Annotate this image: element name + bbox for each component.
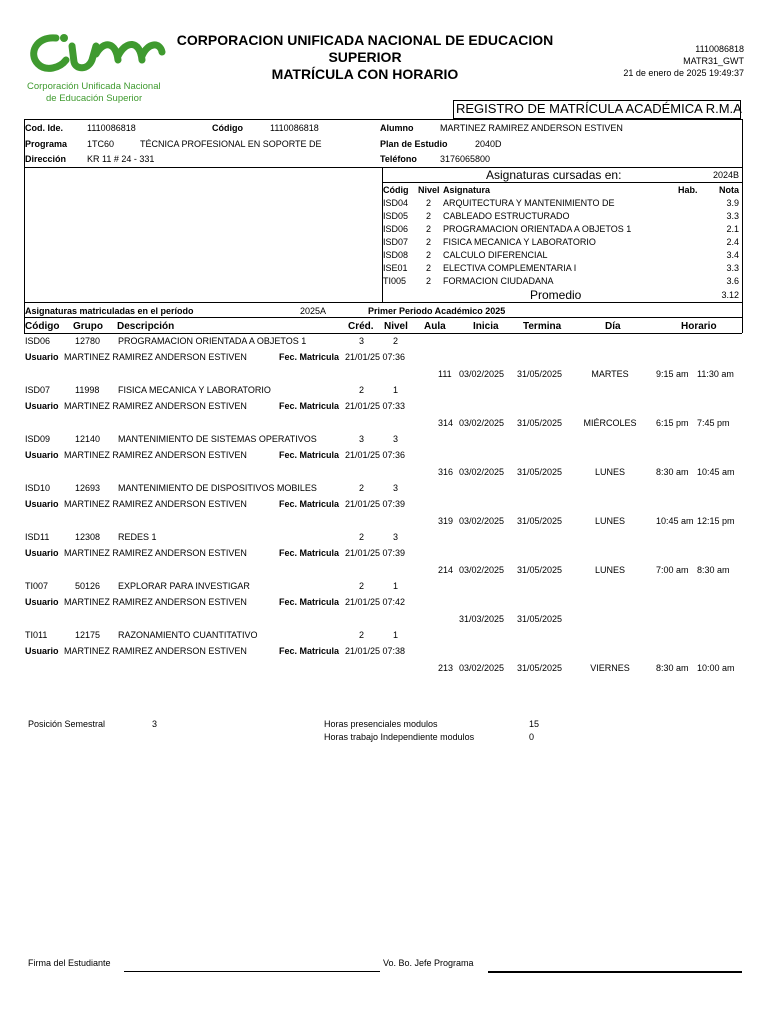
telefono-label: Teléfono [380, 154, 417, 164]
programa-code: 1TC60 [87, 139, 115, 149]
matric-usuario: MARTINEZ RAMIREZ ANDERSON ESTIVEN [64, 548, 247, 558]
matric-codigo: ISD11 [25, 532, 50, 542]
matric-inicia: 31/03/2025 [459, 614, 505, 624]
cursadas-title-divider [382, 182, 742, 183]
report-title: MATRÍCULA CON HORARIO [271, 66, 459, 82]
col-termina: Termina [523, 321, 562, 332]
registro-title: REGISTRO DE MATRÍCULA ACADÉMICA R.M.A [456, 101, 742, 116]
cursada-nivel: 2 [426, 263, 432, 273]
cursadas-col-nivel: Nivel [418, 185, 440, 195]
promedio-label: Promedio [530, 288, 582, 302]
matric-cred: 2 [359, 483, 365, 493]
cursadas-title: Asignaturas cursadas en: [486, 168, 622, 182]
cursada-codigo: ISD07 [383, 237, 409, 247]
usuario-label: Usuario [25, 548, 59, 558]
matric-nivel: 3 [393, 483, 399, 493]
matric-hora-fin: 12:15 pm [697, 516, 735, 526]
meta-date: 21 de enero de 2025 19:49:37 [623, 68, 744, 78]
matric-codigo: ISD07 [25, 385, 51, 395]
matric-grupo: 12780 [75, 336, 101, 346]
promedio-value: 3.12 [721, 290, 739, 300]
matric-termina: 31/05/2025 [517, 565, 563, 575]
cursada-codigo: ISE01 [383, 263, 408, 273]
matric-termina: 31/05/2025 [517, 663, 563, 673]
cursada-nivel: 2 [426, 250, 432, 260]
col-descripcion: Descripción [117, 321, 175, 332]
logo-caption-2: de Educación Superior [46, 93, 143, 104]
cursada-asignatura: FORMACION CIUDADANA [443, 276, 554, 286]
matric-nivel: 1 [393, 581, 399, 591]
col-aula: Aula [424, 321, 446, 332]
cursada-asignatura: CALCULO DIFERENCIAL [443, 250, 548, 260]
matric-codigo: ISD09 [25, 434, 51, 444]
matric-descripcion: PROGRAMACION ORIENTADA A OBJETOS 1 [118, 336, 307, 346]
matric-dia: MARTES [591, 369, 629, 379]
matric-fec: 21/01/25 07:39 [345, 548, 406, 558]
org-title-line2: SUPERIOR [328, 49, 402, 65]
firma-line [124, 971, 380, 972]
fec-label: Fec. Matricula [279, 499, 340, 509]
cun-logo-mark [26, 30, 166, 76]
matric-dia: LUNES [594, 565, 625, 575]
matric-inicia: 03/02/2025 [459, 516, 505, 526]
usuario-label: Usuario [25, 597, 59, 607]
cursada-nota: 2.4 [726, 237, 739, 247]
cursada-nota: 3.6 [726, 276, 739, 286]
matric-descripcion: FISICA MECANICA Y LABORATORIO [118, 385, 271, 395]
vobo-line [488, 971, 742, 973]
cursada-nota: 3.3 [726, 211, 739, 221]
matric-nivel: 3 [393, 434, 399, 444]
programa-label: Programa [25, 139, 68, 149]
fec-label: Fec. Matricula [279, 646, 340, 656]
cursadas-period: 2024B [712, 170, 739, 180]
matric-cred: 2 [359, 630, 365, 640]
matric-aula: 316 [438, 467, 454, 477]
cursada-nota: 3.9 [726, 198, 739, 208]
matric-nivel: 3 [393, 532, 399, 542]
matric-cred: 2 [359, 385, 365, 395]
cursada-asignatura: FISICA MECANICA Y LABORATORIO [443, 237, 596, 247]
cursada-codigo: ISD04 [383, 198, 409, 208]
matric-hora-ini: 8:30 am [656, 663, 689, 673]
matric-termina: 31/05/2025 [517, 418, 563, 428]
col-horario: Horario [681, 321, 717, 332]
matric-cred: 2 [359, 581, 365, 591]
cursada-nivel: 2 [426, 224, 432, 234]
cursadas-col-nota: Nota [719, 185, 739, 195]
matric-aula: 319 [438, 516, 454, 526]
matric-fec: 21/01/25 07:36 [345, 352, 406, 362]
matric-nivel: 2 [393, 336, 399, 346]
usuario-label: Usuario [25, 401, 59, 411]
matric-inicia: 03/02/2025 [459, 369, 505, 379]
cursada-codigo: ISD06 [383, 224, 409, 234]
horas-pres-value: 15 [529, 719, 540, 729]
matric-descripcion: REDES 1 [118, 532, 157, 542]
matric-aula: 111 [438, 369, 452, 379]
cursada-asignatura: PROGRAMACION ORIENTADA A OBJETOS 1 [443, 224, 632, 234]
info-divider [24, 167, 742, 168]
matric-hora-ini: 8:30 am [656, 467, 689, 477]
plan-label: Plan de Estudio [380, 139, 448, 149]
usuario-label: Usuario [25, 499, 59, 509]
cursada-asignatura: ELECTIVA COMPLEMENTARIA I [443, 263, 577, 273]
cursada-nivel: 2 [426, 211, 432, 221]
cursada-nota: 2.1 [726, 224, 739, 234]
matric-dia: LUNES [594, 467, 625, 477]
matric-cred: 2 [359, 532, 365, 542]
codigo-label: Código [212, 123, 243, 133]
matric-grupo: 12308 [75, 532, 101, 542]
matric-termina: 31/05/2025 [517, 516, 563, 526]
horas-pres-label: Horas presenciales modulos [324, 719, 438, 729]
cursadas-col-codigo: Códig [383, 185, 409, 195]
cursadas-col-asignatura: Asignatura [443, 185, 491, 195]
matric-aula: 214 [438, 565, 454, 575]
cursadas-col-hab: Hab. [678, 185, 698, 195]
alumno-label: Alumno [380, 123, 414, 133]
meta-id: 1110086818 [695, 44, 744, 54]
cursada-codigo: ISD05 [383, 211, 409, 221]
matric-descripcion: MANTENIMIENTO DE SISTEMAS OPERATIVOS [118, 434, 317, 444]
matric-grupo: 12140 [75, 434, 101, 444]
plan-value: 2040D [475, 139, 502, 149]
matric-cred: 3 [359, 434, 365, 444]
matric-grupo: 50126 [75, 581, 101, 591]
matric-hora-fin: 8:30 am [697, 565, 730, 575]
firma-label: Firma del Estudiante [28, 958, 111, 968]
usuario-label: Usuario [25, 450, 59, 460]
matric-usuario: MARTINEZ RAMIREZ ANDERSON ESTIVEN [64, 499, 247, 509]
matric-hora-fin: 10:00 am [697, 663, 735, 673]
matric-termina: 31/05/2025 [517, 614, 563, 624]
cod-ide-label: Cod. Ide. [25, 123, 63, 133]
matric-usuario: MARTINEZ RAMIREZ ANDERSON ESTIVEN [64, 352, 247, 362]
matric-descripcion: RAZONAMIENTO CUANTITATIVO [118, 630, 258, 640]
matric-cred: 3 [359, 336, 365, 346]
matric-grupo: 11998 [75, 385, 100, 395]
matric-usuario: MARTINEZ RAMIREZ ANDERSON ESTIVEN [64, 401, 247, 411]
frame-line-left [24, 119, 25, 333]
matric-hora-ini: 7:00 am [656, 565, 689, 575]
fec-label: Fec. Matricula [279, 548, 340, 558]
cun-logo [26, 30, 166, 76]
matric-grupo: 12175 [75, 630, 101, 640]
horas-indep-value: 0 [529, 732, 535, 742]
matric-codigo: ISD10 [25, 483, 51, 493]
frame-line-right [742, 119, 743, 333]
matric-grupo: 12693 [75, 483, 101, 493]
fec-label: Fec. Matricula [279, 352, 340, 362]
cursada-nivel: 2 [426, 237, 432, 247]
posicion-value: 3 [152, 719, 158, 729]
matriculadas-period-name: Primer Periodo Académico 2025 [368, 306, 506, 316]
matric-fec: 21/01/25 07:36 [345, 450, 406, 460]
usuario-label: Usuario [25, 646, 59, 656]
usuario-label: Usuario [25, 352, 59, 362]
col-inicia: Inicia [473, 321, 499, 332]
matric-usuario: MARTINEZ RAMIREZ ANDERSON ESTIVEN [64, 646, 247, 656]
cursada-asignatura: CABLEADO ESTRUCTURADO [443, 211, 570, 221]
matriculadas-top-line [24, 302, 742, 303]
matric-termina: 31/05/2025 [517, 467, 563, 477]
matric-hora-fin: 11:30 am [697, 369, 734, 379]
matriculadas-period: 2025A [300, 306, 327, 316]
cursada-nivel: 2 [426, 198, 432, 208]
fec-label: Fec. Matricula [279, 597, 340, 607]
matric-inicia: 03/02/2025 [459, 663, 505, 673]
matric-inicia: 03/02/2025 [459, 467, 505, 477]
matric-fec: 21/01/25 07:42 [345, 597, 406, 607]
matric-nivel: 1 [393, 630, 399, 640]
fec-label: Fec. Matricula [279, 450, 340, 460]
matric-inicia: 03/02/2025 [459, 565, 505, 575]
matriculadas-title-line [24, 317, 742, 318]
col-grupo: Grupo [73, 321, 103, 332]
matric-hora-ini: 6:15 pm [656, 418, 689, 428]
col-codigo: Código [25, 321, 60, 332]
matric-termina: 31/05/2025 [517, 369, 563, 379]
col-cred: Créd. [348, 321, 374, 332]
cursada-codigo: TI005 [383, 276, 407, 286]
cursada-asignatura: ARQUITECTURA Y MANTENIMIENTO DE [443, 198, 615, 208]
matric-fec: 21/01/25 07:39 [345, 499, 406, 509]
cursada-nota: 3.4 [726, 250, 739, 260]
matric-hora-fin: 10:45 am [697, 467, 735, 477]
matric-hora-fin: 7:45 pm [697, 418, 730, 428]
meta-report-code: MATR31_GWT [683, 56, 744, 66]
frame-line-top [24, 119, 742, 120]
col-nivel: Nivel [384, 321, 408, 332]
telefono-value: 3176065800 [440, 154, 491, 164]
matric-fec: 21/01/25 07:33 [345, 401, 406, 411]
matric-aula: 314 [438, 418, 454, 428]
horas-indep-label: Horas trabajo Independiente modulos [324, 732, 475, 742]
matric-codigo: TI011 [25, 630, 48, 640]
matriculadas-header-line [24, 333, 742, 334]
codigo-value: 1110086818 [270, 123, 319, 133]
org-title-line1: CORPORACION UNIFICADA NACIONAL DE EDUCACION [176, 32, 554, 48]
matric-descripcion: EXPLORAR PARA INVESTIGAR [118, 581, 250, 591]
matriculadas-title: Asignaturas matriculadas en el período [25, 306, 194, 316]
matric-usuario: MARTINEZ RAMIREZ ANDERSON ESTIVEN [64, 597, 247, 607]
alumno-value: MARTINEZ RAMIREZ ANDERSON ESTIVEN [440, 123, 623, 133]
matric-dia: LUNES [594, 516, 625, 526]
matric-hora-ini: 9:15 am [656, 369, 689, 379]
matric-aula: 213 [438, 663, 454, 673]
col-dia: Día [605, 321, 621, 332]
matric-hora-ini: 10:45 am [656, 516, 694, 526]
matric-inicia: 03/02/2025 [459, 418, 505, 428]
cursada-codigo: ISD08 [383, 250, 409, 260]
cod-ide-value: 1110086818 [87, 123, 136, 133]
logo-caption-1: Corporación Unificada Nacional [27, 81, 161, 92]
direccion-value: KR 11 # 24 - 331 [87, 154, 155, 164]
matric-descripcion: MANTENIMIENTO DE DISPOSITIVOS MOBILES [118, 483, 317, 493]
matric-codigo: TI007 [25, 581, 49, 591]
cursada-nivel: 2 [426, 276, 432, 286]
matric-fec: 21/01/25 07:38 [345, 646, 406, 656]
posicion-label: Posición Semestral [28, 719, 106, 729]
vobo-label: Vo. Bo. Jefe Programa [383, 958, 474, 968]
matric-dia: MIÉRCOLES [583, 418, 637, 428]
cursada-nota: 3.3 [726, 263, 739, 273]
matric-nivel: 1 [393, 385, 399, 395]
matric-codigo: ISD06 [25, 336, 51, 346]
fec-label: Fec. Matricula [279, 401, 340, 411]
matric-usuario: MARTINEZ RAMIREZ ANDERSON ESTIVEN [64, 450, 247, 460]
matric-dia: VIERNES [590, 663, 630, 673]
programa-name: TÉCNICA PROFESIONAL EN SOPORTE DE [140, 139, 322, 149]
direccion-label: Dirección [25, 154, 67, 164]
